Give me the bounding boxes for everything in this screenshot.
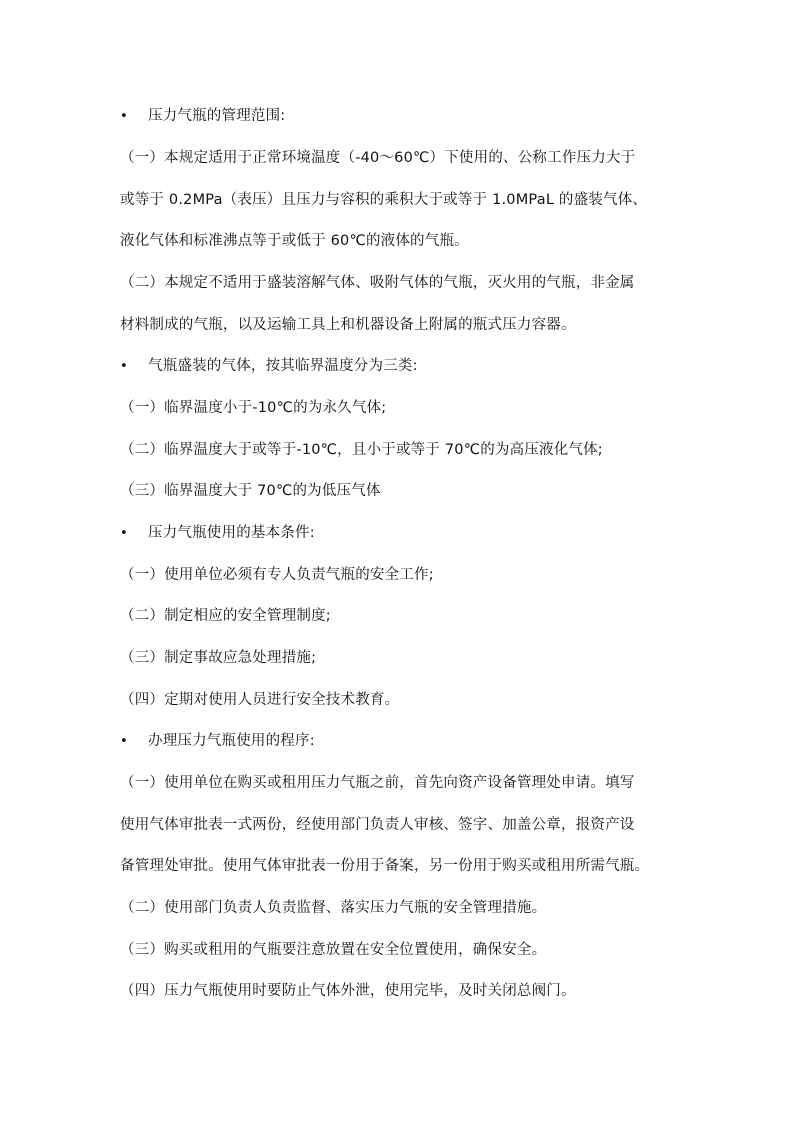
paragraph-line: （二）使用部门负责人负责监督、落实压力气瓶的安全管理措施。 [120,900,547,916]
paragraph-line: （三）购买或租用的气瓶要注意放置在安全位置使用，确保安全。 [120,942,547,958]
paragraph-line: 材料制成的气瓶，以及运输工具上和机器设备上附属的瓶式压力容器。 [120,317,576,333]
paragraph-line: 或等于 0.2MPa（表压）且压力与容积的乘积大于或等于 1.0MPaL 的盛装气体、 [120,192,648,208]
paragraph-line: （三）临界温度大于 70℃的为低压气体 [120,483,381,499]
section-heading-gas-classes [120,356,680,377]
paragraph-line: （三）制定事故应急处理措施; [120,650,317,666]
heading-text: 压力气瓶的管理范围: [148,108,286,124]
paragraph-line: （二）临界温度大于或等于-10℃，且小于或等于 70℃的为高压液化气体; [120,442,603,458]
paragraph-line: 液化气体和标准沸点等于或低于 60℃的液体的气瓶。 [120,233,469,249]
paragraph-line: （一）临界温度小于-10℃的为永久气体; [120,400,387,416]
bullet-marker: • [120,109,128,124]
paragraph-line: （一）使用单位必须有专人负责气瓶的安全工作; [120,567,434,583]
section-heading-conditions [120,523,680,544]
paragraph-line: （四）定期对使用人员进行安全技术教育。 [120,692,400,708]
bullet-marker: • [120,734,128,749]
paragraph-line: 使用气体审批表一式两份，经使用部门负责人审核、签字、加盖公章，报资产设 [120,817,635,833]
section-heading-procedure [120,731,680,752]
heading-text: 压力气瓶使用的基本条件: [148,525,315,541]
paragraph-line: （二）本规定不适用于盛装溶解气体、吸附气体的气瓶，灭火用的气瓶，非金属 [120,275,635,291]
bullet-marker: • [120,526,128,541]
paragraph-line: （一）本规定适用于正常环境温度（-40～60℃）下使用的、公称工作压力大于 [120,150,636,166]
paragraph-line: （四）压力气瓶使用时要防止气体外泄，使用完毕，及时关闭总阀门。 [120,983,576,999]
section-heading-scope [120,106,680,127]
heading-text: 气瓶盛装的气体，按其临界温度分为三类: [148,358,418,374]
bullet-marker: • [120,359,128,374]
heading-text: 办理压力气瓶使用的程序: [148,733,315,749]
paragraph-line: （一）使用单位在购买或租用压力气瓶之前，首先向资产设备管理处申请。填写 [120,775,635,791]
paragraph-line: 备管理处审批。使用气体审批表一份用于备案，另一份用于购买或租用所需气瓶。 [120,858,650,874]
paragraph-line: （二）制定相应的安全管理制度; [120,608,331,624]
